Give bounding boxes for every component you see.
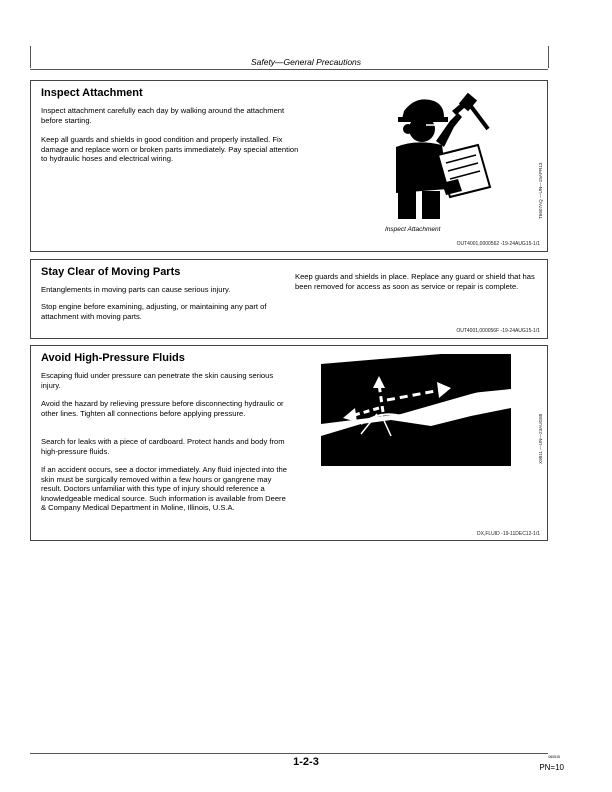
section-inspect-attachment bbox=[30, 80, 548, 252]
section-title: Inspect Attachment bbox=[41, 87, 143, 99]
footer-small-code: 060515 bbox=[548, 755, 560, 759]
section-title: Stay Clear of Moving Parts bbox=[41, 266, 181, 278]
pn-number: PN=10 bbox=[539, 763, 564, 772]
paragraph: Entanglements in moving parts can cause serious injury. bbox=[41, 285, 231, 294]
running-header: Safety—General Precautions bbox=[250, 57, 362, 67]
section-avoid-high-pressure-fluids bbox=[30, 345, 548, 541]
inspector-with-clipboard-icon bbox=[366, 91, 506, 221]
reference-code: DX,FLUID -19-11DEC12-1/1 bbox=[477, 531, 540, 537]
paragraph: Avoid the hazard by relieving pressure before disconnecting hydraulic or other lines. Tighten all connections before applying pressure. bbox=[41, 399, 284, 418]
section-title: Avoid High-Pressure Fluids bbox=[41, 352, 185, 364]
paragraph: Search for leaks with a piece of cardboard. Protect hands and body from high-pressure fluids. bbox=[41, 437, 285, 456]
footer-rule bbox=[30, 753, 548, 754]
figure-code: T6607AQ —UN—15APR13 bbox=[538, 162, 543, 219]
paragraph: Keep guards and shields in place. Replace any guard or shield that has been removed for access as soon as service or repair is complete. bbox=[295, 272, 535, 291]
figure-caption: Inspect Attachment bbox=[385, 226, 441, 233]
paragraph: If an accident occurs, see a doctor immediately. Any fluid injected into the skin must be surgically removed within a few hours or gangrene may result. Doctors unfamiliar with this type of injury should reference a knowledgeable medical source. Such information is available from Deere & Company Medical Department in Moline, Illinois, U.S.A. bbox=[41, 465, 287, 513]
reference-code: OUT4001,0000562 -19-24AUG15-1/1 bbox=[456, 241, 540, 247]
paragraph: Stop engine before examining, adjusting, or maintaining any part of attachment with moving parts. bbox=[41, 302, 267, 321]
paragraph: Escaping fluid under pressure can penetrate the skin causing serious injury. bbox=[41, 371, 274, 390]
section-stay-clear-moving-parts bbox=[30, 259, 548, 339]
paragraph: Keep all guards and shields in good condition and properly installed. Fix damage and replace worn or broken parts immediately. Pay special attention to hydraulic hoses and electrical wiring. bbox=[41, 135, 299, 164]
header-bottom-rule bbox=[30, 69, 548, 70]
high-pressure-fluid-hand-icon bbox=[321, 354, 511, 466]
figure-code: X9811 —UN—23AUG88 bbox=[538, 413, 543, 464]
page-number: 1-2-3 bbox=[293, 756, 319, 768]
reference-code: OUT4001,000056F -19-24AUG15-1/1 bbox=[456, 328, 540, 334]
paragraph: Inspect attachment carefully each day by walking around the attachment before starting. bbox=[41, 106, 285, 125]
